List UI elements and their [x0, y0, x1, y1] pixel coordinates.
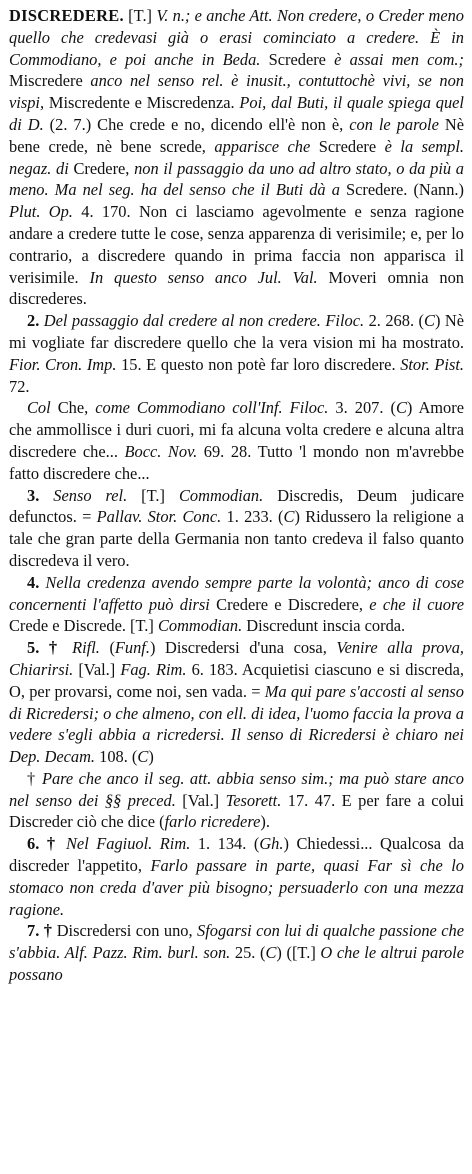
sense-6-paragraph [9, 833, 464, 920]
text-run: ) Chiedessi... Qualcosa da discreder l'appetito, [9, 834, 464, 876]
text-run: Tesorett. [225, 790, 282, 810]
text-run: Credere e Discredere, [209, 594, 370, 614]
text-run: ) ([T.] [276, 943, 321, 963]
text-run: Funf. [114, 638, 150, 658]
text-run: ) Nè mi vogliate far discredere quello che la vera vision mi ha mostrato. [9, 311, 464, 352]
text-run: 2. [27, 311, 44, 331]
text-run: C [283, 507, 295, 527]
text-run: ) Discredersi d'una cosa, [149, 638, 337, 658]
text-run: Rifl. [72, 638, 100, 658]
text-run: 6. 183. Acquietisi ciascuno e si discreda, O, per provarsi, come noi, sen vada. = [9, 659, 464, 701]
text-run: Che, [50, 398, 96, 418]
text-run: 5. † [27, 638, 73, 658]
text-run: Scredere. (Nann.) [339, 180, 464, 200]
text-run: farlo ricredere [164, 812, 261, 832]
text-run: Fag. Rim. [120, 659, 187, 679]
text-run: Discredis, Deum judicare defunctos. = [9, 485, 464, 527]
text-run: C [395, 398, 407, 418]
text-run: C [265, 943, 277, 963]
text-run: anco nel senso rel. è inusit., contuttochè vivi, se non vispi, [9, 71, 464, 113]
text-run: Senso rel. [53, 485, 128, 505]
text-run: (2. 7.) Che crede e no, dicendo ell'è non è, [43, 114, 350, 134]
text-run: non il passaggio da uno ad altro stato, o da più a meno. Ma nel seg. ha del senso che il Buti dà a [9, 158, 464, 200]
entry-paragraph-1 [9, 5, 464, 310]
text-run: 7. † [27, 921, 57, 941]
text-run: Nel Fagiuol. Rim. [65, 834, 191, 854]
text-run: Commodian. [178, 485, 264, 505]
text-run: apparisce che [214, 136, 311, 156]
text-run: Scredere [260, 49, 335, 69]
text-run: Venire alla prova, Chiarirsi. [9, 638, 464, 679]
text-run: 3. [27, 485, 54, 505]
text-run: [Val.] [73, 659, 121, 679]
text-run: Del passaggio dal credere al non credere. Filoc. [43, 311, 365, 331]
sense-5-paragraph [9, 637, 464, 768]
text-run: [T.] [123, 6, 157, 25]
text-run: Poi, dal Buti, il quale spiega quel di D. [9, 93, 464, 134]
text-run: In questo senso anco Jul. Val. [89, 267, 318, 287]
text-run: Discredersi con uno, [56, 921, 198, 941]
text-run: Col [27, 398, 51, 418]
text-run: ( [99, 638, 115, 658]
text-run: ) Amore che ammollisce i duri cuori, mi fa alcuna volta credere e alcuna altra discredere che... [9, 398, 464, 461]
text-run: Miscredente e Miscredenza. [44, 93, 240, 113]
text-run: con le parole [349, 114, 439, 134]
text-run: 2. 268. ( [364, 311, 424, 331]
text-run: Sfogarsi con lui di qualche passione che s'abbia. Alf. Pazz. Rim. burl. son. [9, 921, 465, 963]
text-run: [Val.] [175, 790, 226, 810]
sense-4-paragraph [9, 572, 464, 637]
text-run: 3. 207. ( [328, 398, 396, 418]
sense-2-paragraph [9, 310, 464, 397]
sense-7-paragraph [9, 920, 464, 985]
text-run: V. n.; e anche Att. Non credere, o Creder meno quello che credevasi già o erasi cominciato a credere. È in Commodiano, e poi anche in Beda. [9, 6, 464, 69]
text-run: 1. 233. ( [221, 507, 284, 527]
text-run: Credere, [68, 158, 135, 178]
text-run: Commodian. [157, 616, 243, 636]
text-run: 17. 47. E per fare a colui Discreder ciò che dice ( [9, 790, 464, 832]
text-run: [T.] [127, 485, 179, 505]
sense-5-sub-paragraph [9, 768, 464, 833]
text-run: Discredunt inscia corda. [242, 616, 406, 636]
text-run: C [137, 747, 149, 767]
text-run: Gh. [259, 834, 284, 854]
text-run: 4. [27, 572, 46, 592]
text-run: † [27, 768, 42, 788]
sense-3-paragraph [9, 485, 464, 572]
text-run: 25. ( [230, 943, 266, 963]
text-run: Crede e Discrede. [T.] [9, 616, 158, 636]
text-run: Stor. Pist. [400, 354, 465, 374]
text-run: ) Ridussero la religione a tale che gran parte della Germania non tanto credeva il falso quanto discredeva il vero. [9, 507, 464, 570]
text-run: Plut. Op. [9, 202, 73, 222]
text-run: 108. ( [95, 747, 138, 767]
text-run: Miscredere [9, 71, 91, 91]
text-run: è la sempl. negaz. di [9, 136, 464, 178]
text-run: 1. 134. ( [190, 834, 260, 854]
text-run: Nella credenza avendo sempre parte la volontà; anco di cose concernenti l'affetto può dirsi [9, 572, 465, 614]
text-run: è assai men com.; [334, 49, 464, 69]
text-run: 4. 170. Non ci lasciamo agevolmente e senza ragione andare a credere tutte le cose, senza apparenza di verisimile; e, per lo contrario, a discredere quando in prima faccia non apparisca il verisimile. [9, 202, 464, 287]
text-run: ). [260, 812, 270, 832]
text-run: ) [148, 747, 154, 767]
text-run: C [424, 311, 435, 331]
text-run: Scredere [310, 136, 385, 156]
text-run: 69. 28. Tutto 'l mondo non m'avrebbe fatto discredere che... [9, 441, 464, 483]
paragraph-body [9, 6, 464, 308]
text-run: O che le altrui parole possano [9, 943, 464, 985]
text-run: e che il cuore [369, 594, 464, 614]
text-run: Bocc. Nov. [124, 441, 198, 461]
text-run: Farlo passare in parte, quasi Far sì che lo stomaco non creda d'aver più bisogno; persuaderlo con una mezza ragione. [9, 856, 464, 919]
text-run: Fior. Cron. Imp. [9, 354, 117, 374]
sense-2-sub-paragraph [9, 397, 464, 484]
text-run: 6. † [27, 834, 66, 854]
text-run: Pare che anco il seg. att. abbia senso sim.; ma può stare anco nel senso dei §§ preced. [9, 768, 464, 810]
text-run: 15. E questo non potè far loro discredere. [116, 354, 401, 374]
text-run: come Commodiano coll'Inf. Filoc. [95, 398, 329, 418]
text-run: 72. [9, 376, 30, 396]
text-run: Nè bene crede, nè bene screde, [9, 114, 464, 156]
text-run: Ma qui pare s'accosti al senso di Ricredersi; o che almeno, con ell. di idea, l'uomo faccia la prova a vedere s'egli abbia a ricredersi. Il senso di Ricredersi è chiaro nei Dep. Decam. [9, 681, 464, 767]
text-run: Pallav. Stor. Conc. [96, 507, 222, 527]
text-run: Moveri omnia non discrederes. [9, 267, 464, 309]
headword: DISCREDERE. [9, 6, 124, 25]
